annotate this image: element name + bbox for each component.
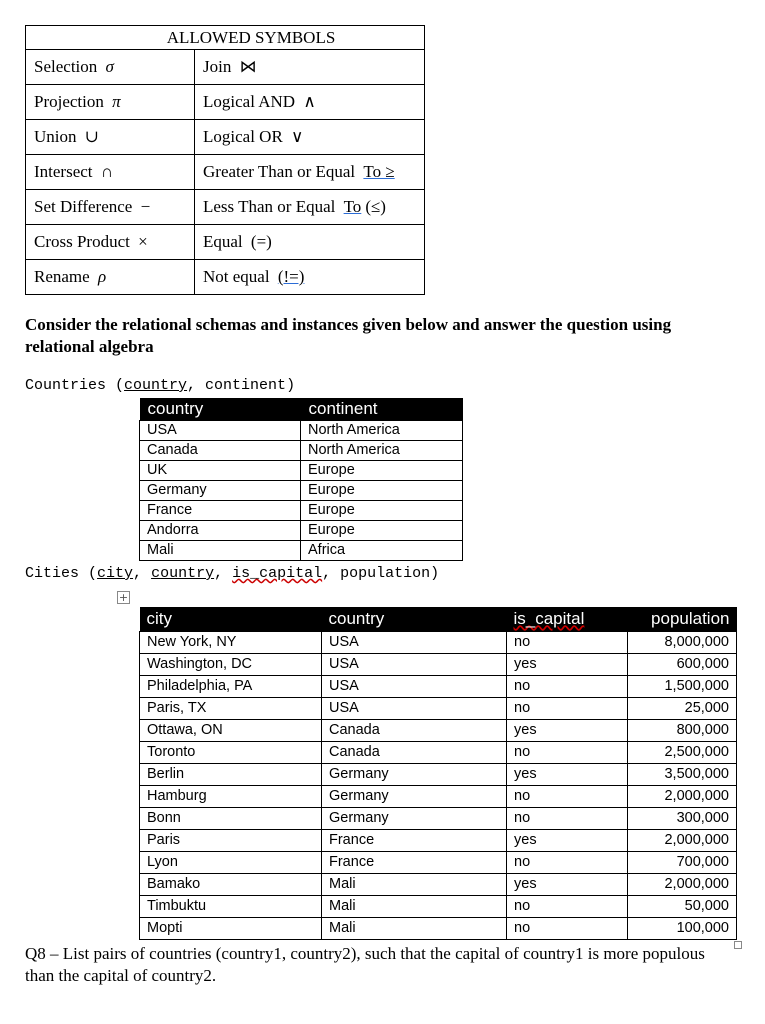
table-cell: no — [507, 852, 628, 874]
table-row — [140, 852, 737, 874]
table-row — [140, 742, 737, 764]
table-cell: Germany — [322, 786, 507, 808]
table-cell: 1,500,000 — [628, 676, 737, 698]
table-cell: no — [507, 632, 628, 654]
table-cell: yes — [507, 764, 628, 786]
table-cell: Canada — [322, 742, 507, 764]
table-cell: USA — [322, 654, 507, 676]
table-cell: 300,000 — [628, 808, 737, 830]
table-cell: Paris, TX — [140, 698, 322, 720]
symbol-right-label: Equal — [203, 232, 243, 251]
table-cell: Europe — [301, 461, 463, 481]
symbol-left-cell — [26, 225, 195, 260]
table-cell: USA — [322, 632, 507, 654]
symbol-right-glyph: ⋈ — [239, 57, 257, 76]
table-cell: 2,000,000 — [628, 874, 737, 896]
symbol-left-cell — [26, 260, 195, 295]
symbol-right-cell — [195, 85, 425, 120]
table-row — [140, 481, 463, 501]
table-cell: Lyon — [140, 852, 322, 874]
table-cell: Europe — [301, 501, 463, 521]
table-row — [140, 676, 737, 698]
symbol-right-cell — [195, 225, 425, 260]
symbol-left-cell — [26, 120, 195, 155]
table-cell: Andorra — [140, 521, 301, 541]
cities-header-cell: population — [628, 607, 737, 632]
symbols-row — [26, 120, 425, 155]
table-cell: no — [507, 896, 628, 918]
symbol-right-cell — [195, 120, 425, 155]
table-cell: Bamako — [140, 874, 322, 896]
table-cell: no — [507, 918, 628, 940]
symbols-title: ALLOWED SYMBOLS — [26, 26, 425, 50]
symbol-right-label: Logical AND — [203, 92, 296, 111]
table-row — [140, 830, 737, 852]
table-cell: Toronto — [140, 742, 322, 764]
symbol-left-glyph: π — [112, 92, 121, 111]
table-cell: New York, NY — [140, 632, 322, 654]
table-cell: UK — [140, 461, 301, 481]
symbol-left-label: Projection — [34, 92, 104, 111]
symbol-left-glyph: ρ — [97, 267, 107, 286]
table-cell: North America — [301, 441, 463, 461]
table-cell: no — [507, 698, 628, 720]
symbol-right-paren: (≤) — [365, 197, 386, 216]
table-cell: 25,000 — [628, 698, 737, 720]
table-cell: France — [140, 501, 301, 521]
table-row — [140, 421, 463, 441]
table-cell: France — [322, 830, 507, 852]
table-cell: yes — [507, 830, 628, 852]
symbol-left-label: Set Difference — [34, 197, 133, 216]
table-cell: Washington, DC — [140, 654, 322, 676]
symbol-left-label: Selection — [34, 57, 98, 76]
table-row — [140, 808, 737, 830]
table-cell: no — [507, 676, 628, 698]
table-row — [140, 654, 737, 676]
table-row — [140, 764, 737, 786]
symbols-row — [26, 260, 425, 295]
symbol-right-glyph: ∧ — [303, 92, 316, 111]
symbol-left-label: Intersect — [34, 162, 93, 181]
table-cell: Germany — [140, 481, 301, 501]
table-cell: Bonn — [140, 808, 322, 830]
symbol-right-glyph: To ≥ — [363, 162, 395, 181]
table-cell: 2,000,000 — [628, 830, 737, 852]
symbol-right-cell — [195, 155, 425, 190]
symbols-row — [26, 225, 425, 260]
table-row — [140, 918, 737, 940]
table-cell: France — [322, 852, 507, 874]
question-q8: Q8 – List pairs of countries (country1, country2), such that the capital of country1 is more populous than the capital of country2. — [25, 944, 705, 985]
table-cell: 100,000 — [628, 918, 737, 940]
table-cell: Ottawa, ON — [140, 720, 322, 742]
table-cell: no — [507, 742, 628, 764]
table-row — [140, 698, 737, 720]
symbol-right-cell — [195, 190, 425, 225]
table-cell: 50,000 — [628, 896, 737, 918]
table-cell: 2,000,000 — [628, 786, 737, 808]
table-cell: Canada — [140, 441, 301, 461]
symbol-left-label: Rename — [34, 267, 90, 286]
symbol-right-label: Join — [203, 57, 232, 76]
symbol-left-cell — [26, 155, 195, 190]
symbols-row — [26, 50, 425, 85]
table-row — [140, 521, 463, 541]
symbol-left-cell — [26, 190, 195, 225]
table-row — [140, 896, 737, 918]
table-cell: no — [507, 808, 628, 830]
table-cell: 2,500,000 — [628, 742, 737, 764]
symbol-right-glyph: ∨ — [291, 127, 304, 146]
table-move-handle[interactable]: + — [118, 591, 129, 604]
table-cell: Timbuktu — [140, 896, 322, 918]
table-row — [140, 541, 463, 561]
question-intro: Consider the relational schemas and instances given below and answer the question using relational algebra — [25, 315, 672, 356]
table-cell: Mali — [322, 896, 507, 918]
table-cell: Hamburg — [140, 786, 322, 808]
cities-table — [139, 607, 737, 940]
table-cell: Europe — [301, 521, 463, 541]
symbol-right-label: Logical OR — [203, 127, 283, 146]
table-cell: USA — [322, 698, 507, 720]
symbol-right-label: Greater Than or Equal — [203, 162, 356, 181]
table-cell: Mali — [322, 918, 507, 940]
table-cell: yes — [507, 874, 628, 896]
symbol-right-glyph: To — [343, 197, 362, 216]
table-cell: Mali — [322, 874, 507, 896]
table-cell: Canada — [322, 720, 507, 742]
symbol-right-cell — [195, 260, 425, 295]
symbol-left-cell — [26, 85, 195, 120]
cities-header-cell: country — [322, 607, 507, 632]
table-cell: no — [507, 786, 628, 808]
allowed-symbols-table — [25, 25, 425, 295]
cities-header-cell: is_capital — [507, 607, 628, 632]
symbol-left-cell — [26, 50, 195, 85]
symbols-row — [26, 190, 425, 225]
symbol-left-glyph: ∪ — [84, 127, 99, 146]
symbol-left-label: Cross Product — [34, 232, 130, 251]
table-cell: Mali — [140, 541, 301, 561]
table-cell: 700,000 — [628, 852, 737, 874]
countries-schema: Countries (country, continent) — [25, 377, 296, 394]
table-cell: Paris — [140, 830, 322, 852]
table-cell: 8,000,000 — [628, 632, 737, 654]
symbol-left-glyph: × — [138, 232, 148, 251]
table-cell: Europe — [301, 481, 463, 501]
symbol-left-glyph: ∩ — [100, 162, 114, 181]
table-cell: USA — [140, 421, 301, 441]
table-cell: 600,000 — [628, 654, 737, 676]
symbols-row — [26, 155, 425, 190]
table-cell: USA — [322, 676, 507, 698]
table-cell: Mopti — [140, 918, 322, 940]
table-row — [140, 786, 737, 808]
symbols-row — [26, 85, 425, 120]
table-cell: 800,000 — [628, 720, 737, 742]
table-cell: yes — [507, 654, 628, 676]
table-resize-handle[interactable] — [734, 941, 742, 949]
cities-header-cell: city — [140, 607, 322, 632]
countries-table — [139, 398, 463, 561]
table-row — [140, 632, 737, 654]
table-row — [140, 874, 737, 896]
table-cell: Berlin — [140, 764, 322, 786]
table-row — [140, 501, 463, 521]
table-row — [140, 720, 737, 742]
table-cell: North America — [301, 421, 463, 441]
cities-schema: Cities (city, country, is_capital, population) — [25, 565, 440, 582]
symbol-right-cell — [195, 50, 425, 85]
table-cell: Germany — [322, 808, 507, 830]
symbol-right-glyph: (=) — [250, 232, 272, 251]
table-row — [140, 441, 463, 461]
table-cell: Philadelphia, PA — [140, 676, 322, 698]
symbol-left-glyph: σ — [105, 57, 114, 76]
symbol-right-label: Not equal — [203, 267, 270, 286]
table-cell: Africa — [301, 541, 463, 561]
countries-header-cell: continent — [301, 398, 463, 421]
table-cell: yes — [507, 720, 628, 742]
symbol-left-label: Union — [34, 127, 77, 146]
table-row — [140, 461, 463, 481]
table-cell: 3,500,000 — [628, 764, 737, 786]
countries-header-cell: country — [140, 398, 301, 421]
symbol-left-glyph: − — [140, 197, 151, 216]
symbol-right-glyph: (!=) — [277, 267, 305, 286]
symbol-right-label: Less Than or Equal — [203, 197, 336, 216]
table-cell: Germany — [322, 764, 507, 786]
